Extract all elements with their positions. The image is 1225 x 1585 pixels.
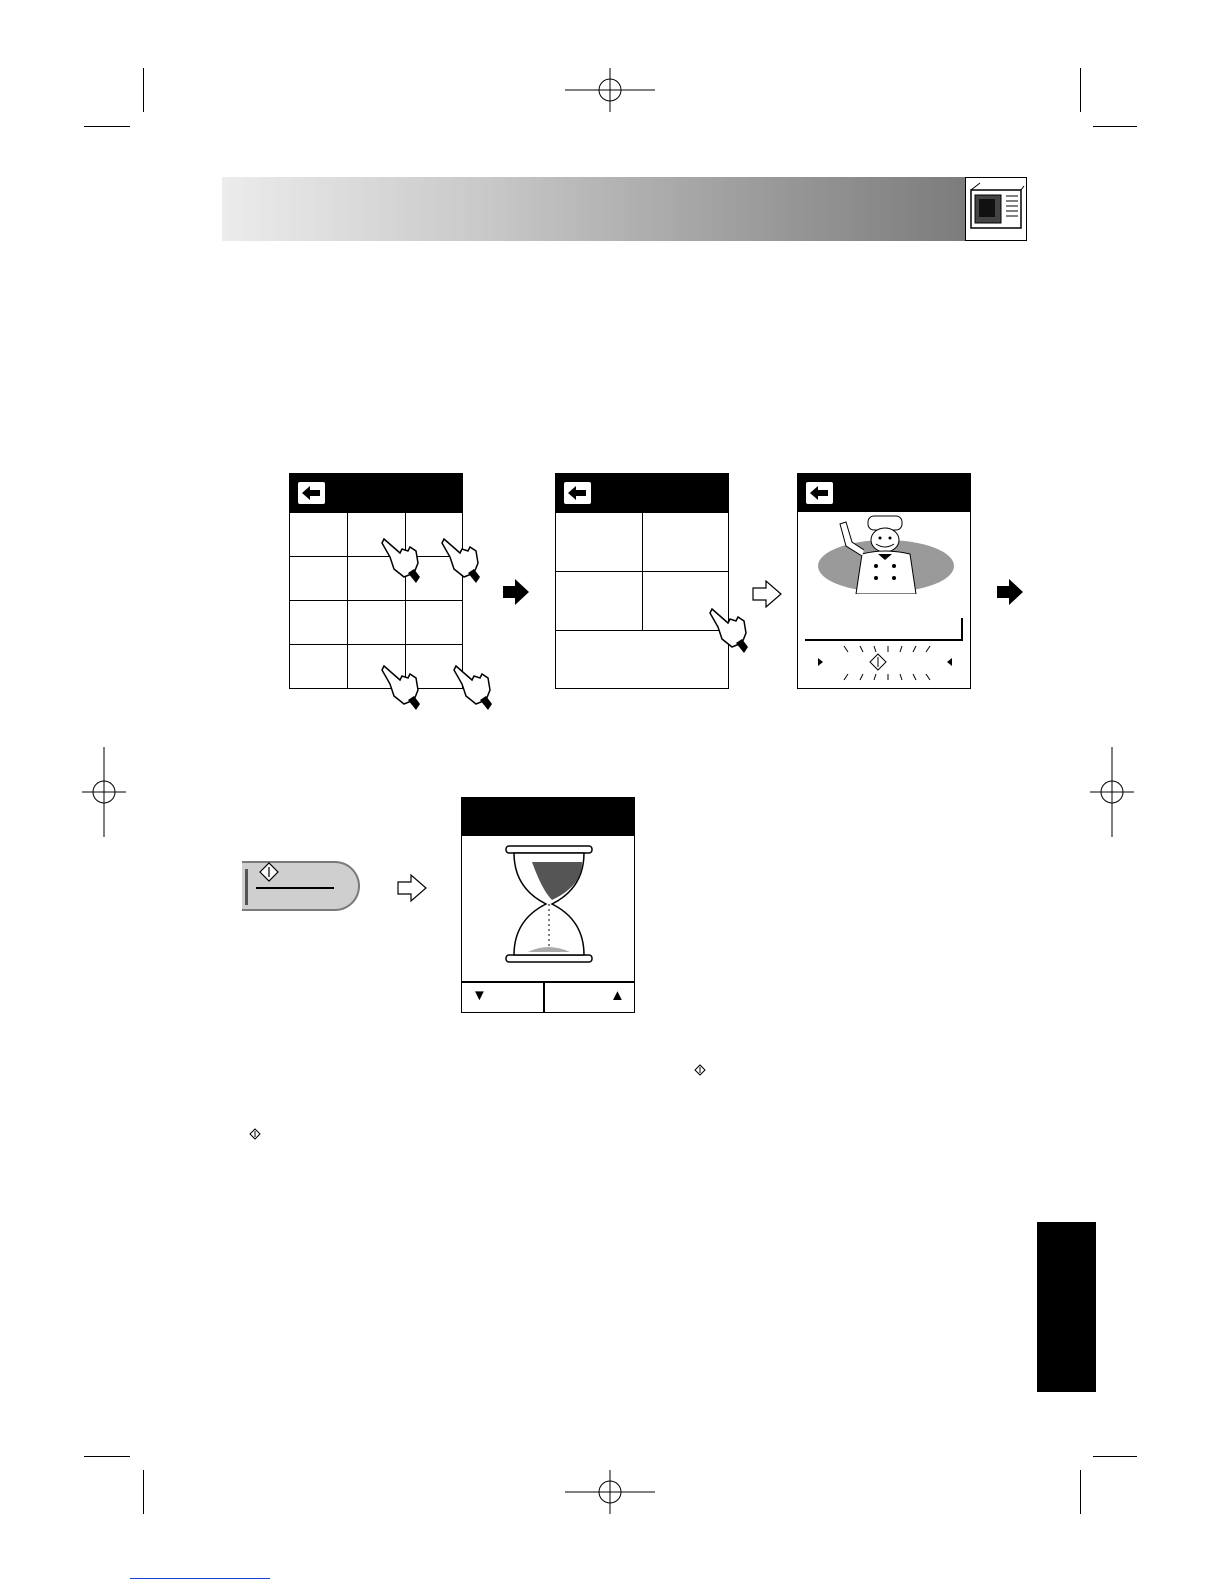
back-button[interactable] <box>298 482 325 504</box>
hourglass-icon <box>502 844 596 964</box>
back-arrow-icon <box>564 482 591 504</box>
hand-pointer-icon <box>452 660 494 712</box>
down-arrow-button[interactable]: ▼ <box>472 987 487 1004</box>
chef-icon <box>806 514 966 594</box>
start-icon <box>257 861 281 883</box>
key-cell[interactable] <box>290 600 347 644</box>
screen-menu-select <box>555 473 729 689</box>
key-cell[interactable] <box>405 600 463 644</box>
hand-pointer-icon <box>708 603 750 655</box>
header-gradient-band <box>222 177 965 241</box>
key-cell[interactable] <box>290 512 347 556</box>
registration-mark-left <box>80 747 130 839</box>
outline-arrow-icon <box>752 580 782 608</box>
key-cell[interactable] <box>290 556 347 600</box>
key-cell[interactable] <box>347 600 405 644</box>
bottom-split <box>543 981 545 1012</box>
start-button-underline <box>256 887 334 889</box>
screen-title-bar <box>556 474 728 512</box>
screen-title-bar <box>798 474 970 512</box>
prompt-underline <box>805 639 963 641</box>
registration-mark-bottom <box>560 1470 660 1520</box>
hand-pointer-icon <box>380 533 422 585</box>
flashing-start-indicator <box>812 644 958 684</box>
start-icon <box>870 654 886 670</box>
back-arrow-icon <box>806 482 833 504</box>
section-tab <box>1037 1222 1096 1392</box>
menu-cell-wide[interactable] <box>556 630 729 689</box>
menu-cell[interactable] <box>642 512 729 571</box>
oven-icon-box <box>965 177 1027 241</box>
back-button[interactable] <box>564 482 591 504</box>
screen-chef-prompt <box>797 473 971 689</box>
start-button[interactable] <box>242 861 360 911</box>
bottom-divider <box>462 981 635 983</box>
microwave-oven-icon <box>966 178 1026 240</box>
back-arrow-icon <box>298 482 325 504</box>
menu-cell[interactable] <box>556 571 642 630</box>
registration-mark-top <box>560 68 660 118</box>
menu-cell[interactable] <box>556 512 642 571</box>
prompt-bracket <box>961 618 963 641</box>
solid-arrow-icon <box>502 578 530 606</box>
screen-grid-keypad <box>289 473 463 689</box>
key-cell[interactable] <box>290 644 347 688</box>
outline-arrow-icon <box>397 874 427 902</box>
solid-arrow-icon <box>996 578 1024 606</box>
screen-title-bar <box>462 798 634 836</box>
up-arrow-button[interactable]: ▲ <box>610 987 625 1004</box>
registration-mark-right <box>1088 747 1138 839</box>
screen-cooking-progress <box>461 797 635 1013</box>
start-button-left-edge <box>245 869 248 905</box>
start-icon <box>249 1128 261 1140</box>
back-button[interactable] <box>806 482 833 504</box>
start-icon <box>694 1064 706 1076</box>
footer-link-underline <box>130 1578 270 1579</box>
hand-pointer-icon <box>440 533 482 585</box>
screen-title-bar <box>290 474 462 512</box>
hand-pointer-icon <box>380 660 422 712</box>
